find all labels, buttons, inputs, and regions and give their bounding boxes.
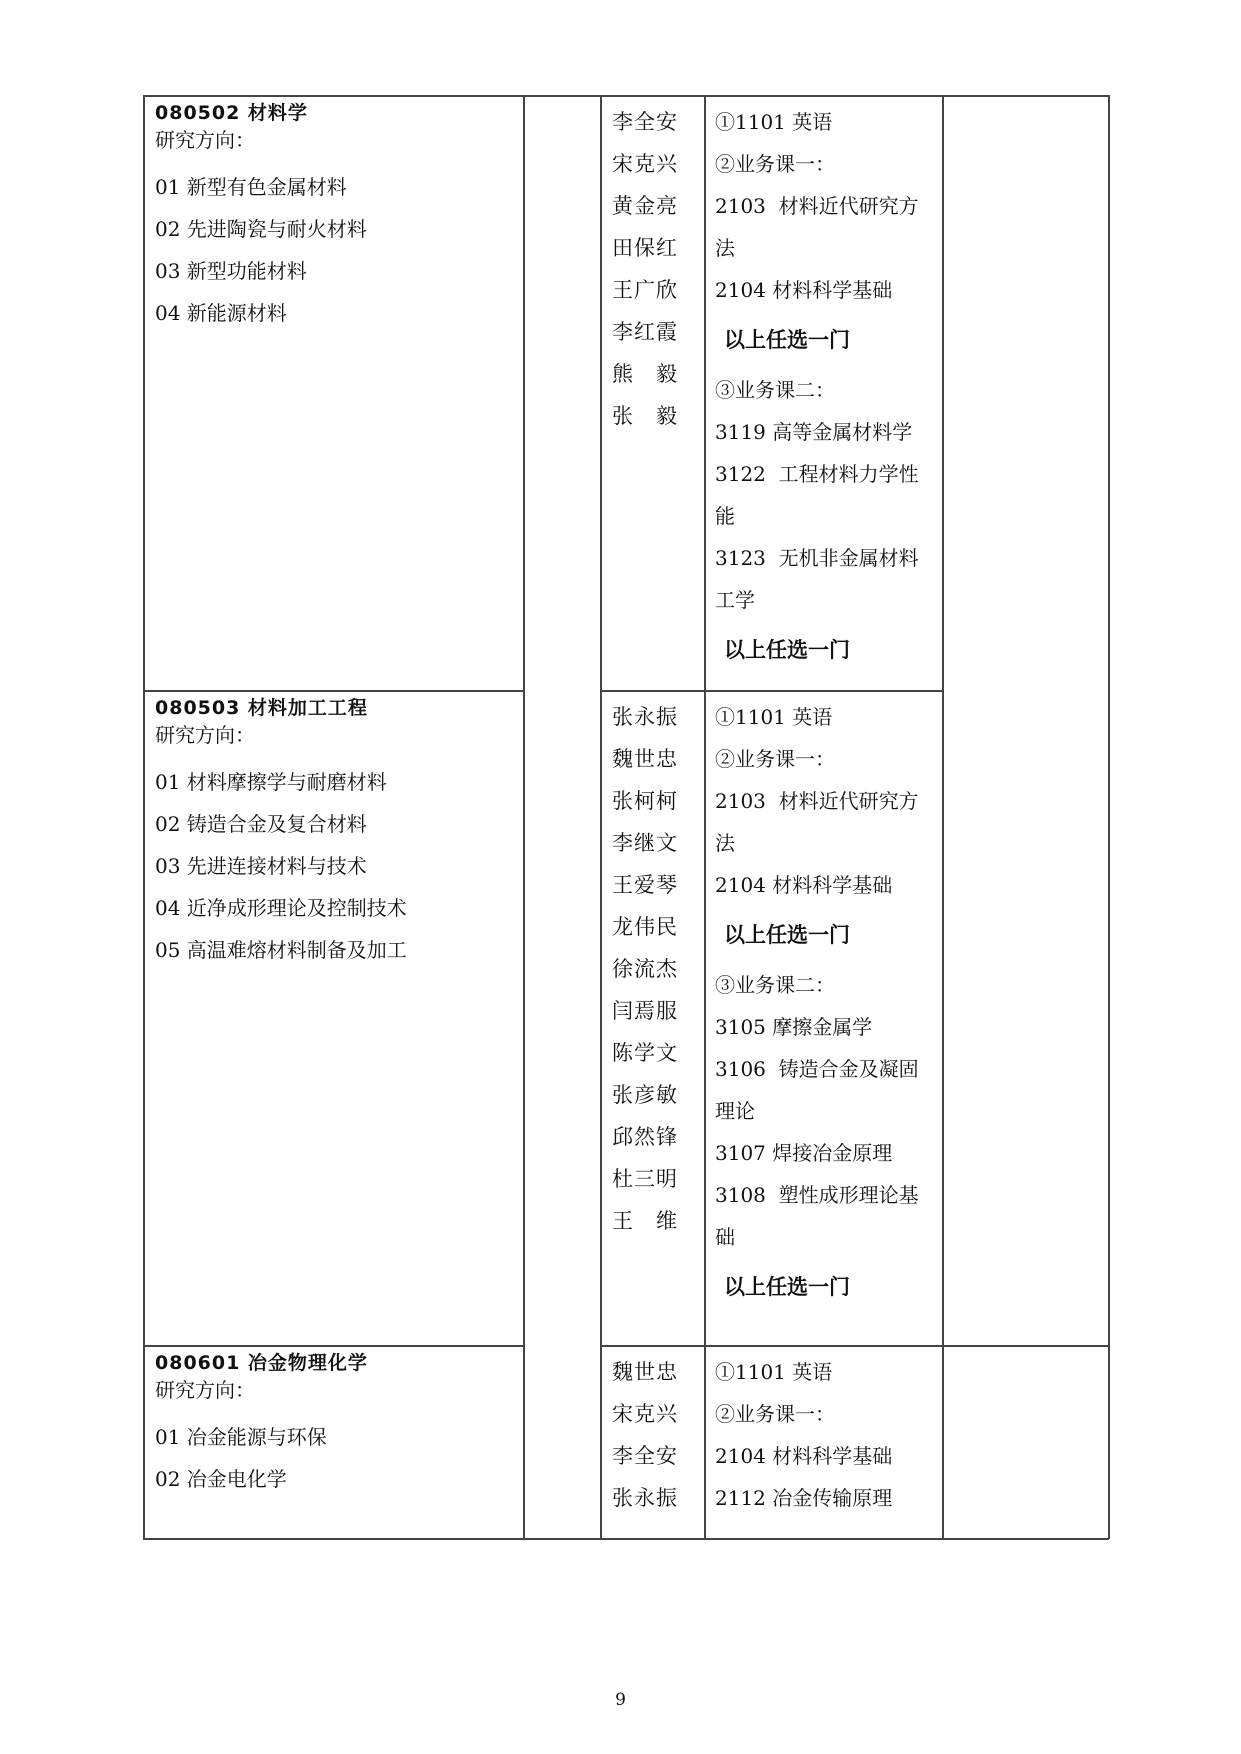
research-direction-item: 01 冶金能源与环保 bbox=[155, 1425, 327, 1449]
exam-subject: ①1101 英语 bbox=[715, 705, 833, 729]
row-divider-2 bbox=[601, 1345, 1109, 1347]
major-title: 080601 冶金物理化学 bbox=[155, 1352, 368, 1374]
advisor-name: 李全安 bbox=[612, 1444, 678, 1468]
table-border-left bbox=[143, 95, 145, 1539]
major-title: 080503 材料加工工程 bbox=[155, 697, 368, 719]
exam-subject: 3108 塑性成形理论基础 bbox=[715, 1183, 919, 1249]
advisor-name: 田保红 bbox=[612, 236, 678, 260]
page-number: 9 bbox=[615, 1690, 626, 1710]
table-border-bottom bbox=[143, 1538, 1109, 1540]
advisor-cell bbox=[612, 696, 678, 1242]
exam-subject: 2104 材料科学基础 bbox=[715, 278, 893, 302]
major-title: 080502 材料学 bbox=[155, 102, 308, 124]
advisor-name: 魏世忠 bbox=[612, 747, 678, 771]
advisor-cell bbox=[612, 101, 678, 437]
major-cell bbox=[155, 1351, 368, 1500]
exam-subject: ①1101 英语 bbox=[715, 1360, 833, 1384]
advisor-name: 张永振 bbox=[612, 705, 678, 729]
exam-subject: 2112 冶金传输原理 bbox=[715, 1486, 893, 1510]
advisor-name: 杜三明 bbox=[612, 1167, 678, 1191]
advisor-name: 邱然锋 bbox=[612, 1125, 678, 1149]
research-direction-label: 研究方向： bbox=[155, 1378, 255, 1402]
exam-subject: ②业务课一： bbox=[715, 747, 835, 771]
advisor-name: 黄金亮 bbox=[612, 194, 678, 218]
advisor-name: 张彦敏 bbox=[612, 1083, 678, 1107]
exam-subject: ③业务课二： bbox=[715, 378, 835, 402]
exam-subject: ③业务课二： bbox=[715, 973, 835, 997]
exam-subject: 3106 铸造合金及凝固理论 bbox=[715, 1057, 919, 1123]
select-one-note: 以上任选一门 bbox=[724, 923, 850, 947]
advisor-name: 魏世忠 bbox=[612, 1360, 678, 1384]
exam-subject: 3122 工程材料力学性能 bbox=[715, 462, 919, 528]
research-direction-label: 研究方向： bbox=[155, 128, 255, 152]
exam-subject: 3123 无机非金属材料工学 bbox=[715, 546, 919, 612]
exam-subject: ②业务课一： bbox=[715, 152, 835, 176]
advisor-cell bbox=[612, 1351, 678, 1519]
exam-subjects-cell bbox=[715, 101, 925, 679]
advisor-name: 李红霞 bbox=[612, 320, 678, 344]
exam-subject: 2103 材料近代研究方法 bbox=[715, 789, 919, 855]
research-direction-item: 02 冶金电化学 bbox=[155, 1467, 287, 1491]
column-divider bbox=[942, 95, 944, 1539]
advisor-name: 龙伟民 bbox=[612, 915, 678, 939]
research-direction-item: 05 高温难熔材料制备及加工 bbox=[155, 938, 407, 962]
select-one-note: 以上任选一门 bbox=[724, 328, 850, 352]
table-border-right bbox=[1108, 95, 1110, 1539]
exam-subject: 2104 材料科学基础 bbox=[715, 873, 893, 897]
advisor-name: 闫焉服 bbox=[612, 999, 678, 1023]
advisor-name: 熊 毅 bbox=[612, 362, 678, 386]
advisor-name: 李全安 bbox=[612, 110, 678, 134]
advisor-name: 王爱琴 bbox=[612, 873, 678, 897]
research-direction-item: 02 先进陶瓷与耐火材料 bbox=[155, 217, 367, 241]
research-direction-item: 01 新型有色金属材料 bbox=[155, 175, 347, 199]
research-direction-item: 03 先进连接材料与技术 bbox=[155, 854, 367, 878]
advisor-name: 陈学文 bbox=[612, 1041, 678, 1065]
exam-subjects-cell bbox=[715, 696, 925, 1316]
advisor-name: 王 维 bbox=[612, 1209, 678, 1233]
advisor-name: 张永振 bbox=[612, 1486, 678, 1510]
select-one-note: 以上任选一门 bbox=[724, 1275, 850, 1299]
exam-subject: ②业务课一： bbox=[715, 1402, 835, 1426]
column-divider bbox=[704, 95, 706, 1539]
exam-subjects-cell bbox=[715, 1351, 925, 1519]
advisor-name: 李继文 bbox=[612, 831, 678, 855]
research-direction-item: 04 新能源材料 bbox=[155, 301, 287, 325]
row-divider-1 bbox=[601, 690, 943, 692]
column-divider bbox=[523, 95, 525, 1539]
exam-subject: ①1101 英语 bbox=[715, 110, 833, 134]
row-divider-1 bbox=[143, 690, 523, 692]
exam-subject: 2103 材料近代研究方法 bbox=[715, 194, 919, 260]
major-cell bbox=[155, 696, 407, 971]
advisor-name: 徐流杰 bbox=[612, 957, 678, 981]
exam-subject: 2104 材料科学基础 bbox=[715, 1444, 893, 1468]
research-direction-item: 01 材料摩擦学与耐磨材料 bbox=[155, 770, 387, 794]
advisor-name: 宋克兴 bbox=[612, 1402, 678, 1426]
column-divider bbox=[600, 95, 602, 1539]
advisor-name: 王广欣 bbox=[612, 278, 678, 302]
row-divider-2 bbox=[143, 1345, 523, 1347]
major-cell bbox=[155, 101, 367, 334]
advisor-name: 张柯柯 bbox=[612, 789, 678, 813]
research-direction-item: 03 新型功能材料 bbox=[155, 259, 307, 283]
exam-subject: 3119 高等金属材料学 bbox=[715, 420, 913, 444]
research-direction-label: 研究方向： bbox=[155, 723, 255, 747]
advisor-name: 张 毅 bbox=[612, 404, 678, 428]
table-border-top bbox=[143, 95, 1109, 97]
exam-subject: 3105 摩擦金属学 bbox=[715, 1015, 873, 1039]
exam-subject: 3107 焊接冶金原理 bbox=[715, 1141, 893, 1165]
research-direction-item: 02 铸造合金及复合材料 bbox=[155, 812, 367, 836]
research-direction-item: 04 近净成形理论及控制技术 bbox=[155, 896, 407, 920]
select-one-note: 以上任选一门 bbox=[724, 638, 850, 662]
advisor-name: 宋克兴 bbox=[612, 152, 678, 176]
